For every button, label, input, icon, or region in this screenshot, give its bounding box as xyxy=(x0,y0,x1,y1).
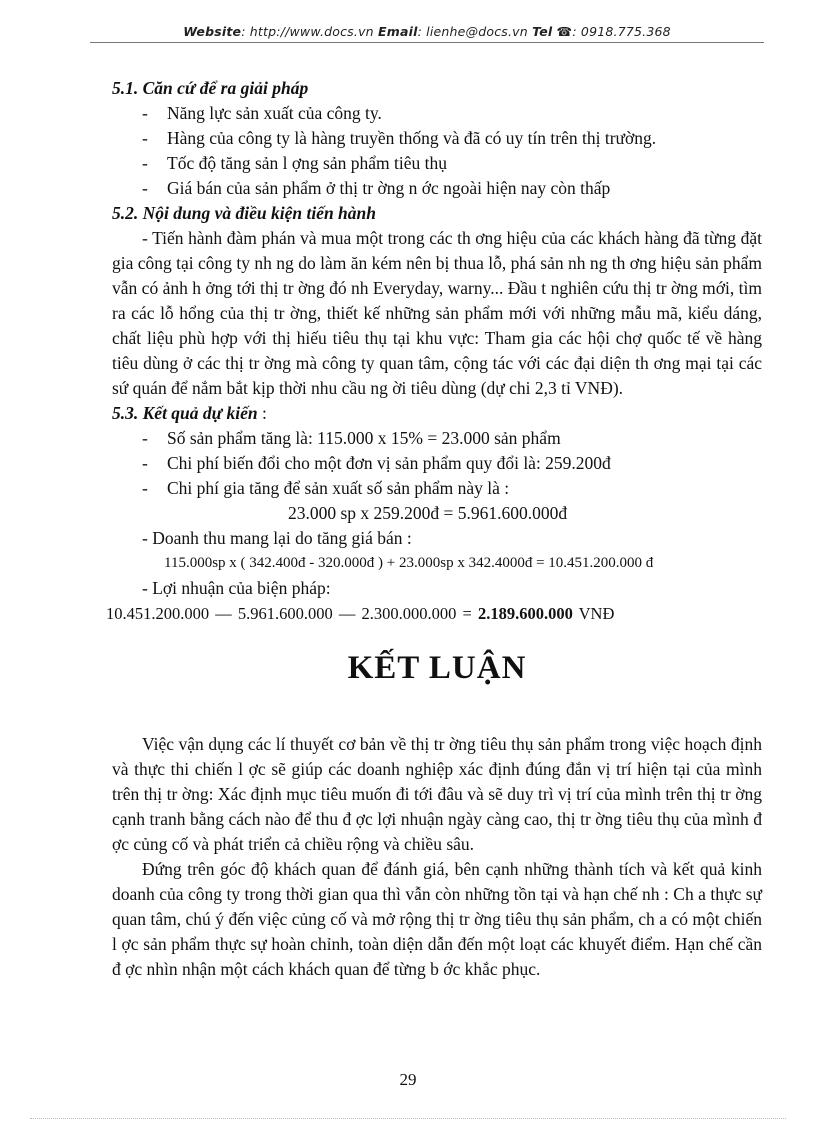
revenue-label: - Doanh thu mang lại do tăng giá bán : xyxy=(142,528,412,548)
section-5-1-heading: 5.1. Căn cứ để ra giải pháp xyxy=(112,78,309,98)
email-label: Email xyxy=(377,24,418,39)
page-number: 29 xyxy=(399,1070,417,1089)
email-value: : lienhe@docs.vn xyxy=(417,24,528,39)
section-5-2-paragraph: - Tiến hành đàm phán và mua một trong các th ơng hiệu của các khách hàng đã từng đặt gia công tại công ty nh ng do làm ăn kém nên bị thua lỗ, phá sản nh ng th ơng hiệu sản phẩm vẫn có ảnh h ởng tới thị tr ờng đó nh Everyday, warny... Đầu t nghiên cứu thị tr ờng mới, tìm ra các lỗ hổng của thị tr ờng, thiết kế những sản phẩm mới với những mẫu mã, kiểu dáng, chất liệu phù hợp với thị hiếu tiêu thụ tại khu vực: Tham gia các hội chợ quốc tế về hàng tiêu dùng ở các thị tr ờng mà công ty quan tâm, cộng tác với các đại diện th ơng mại tại các sứ quán để nắm bắt kịp thời nhu cầu ng ời tiêu dùng (dự chi 2,3 tỉ VNĐ). xyxy=(112,228,762,398)
profit-label: - Lợi nhuận của biện pháp: xyxy=(142,578,331,598)
revenue-equation: 115.000sp x ( 342.400đ - 320.000đ ) + 23.000sp x 342.4000đ = 10.451.200.000 đ xyxy=(164,555,654,571)
phone-icon: ☎ xyxy=(556,24,573,39)
list-item: - Năng lực sản xuất của công ty. xyxy=(142,103,382,123)
cost-equation: 23.000 sp x 259.200đ = 5.961.600.000đ xyxy=(288,503,568,523)
list-item: - Hàng của công ty là hàng truyền thống và đã có uy tín trên thị trường. xyxy=(142,128,657,148)
conclusion-body xyxy=(112,732,762,982)
list-item: - Tốc độ tăng sản l ợng sản phẩm tiêu thụ xyxy=(142,153,447,173)
main-content xyxy=(106,76,762,704)
conclusion-paragraph: Đứng trên góc độ khách quan để đánh giá, bên cạnh những thành tích và kết quả kinh doanh của công ty trong thời gian qua thì vẫn còn những tồn tại và hạn chế nh : Ch a thực sự quan tâm, chú ý đến việc củng cố và mở rộng thị tr ờng tiêu thụ sản phẩm, ch a có một chiến l ợc sản phẩm thực sự hoàn chỉnh, toàn diện dẫn đến một loạt các khuyết điểm. Hạn chế cần đ ợc nhìn nhận một cách khách quan để từng b ớc khắc phục. xyxy=(112,859,762,979)
list-item: - Chi phí biến đổi cho một đơn vị sản phẩm quy đổi là: 259.200đ xyxy=(142,453,611,473)
website-value: : http://www.docs.vn xyxy=(241,24,374,39)
conclusion-title: KẾT LUẬN xyxy=(347,650,527,686)
website-label: Website xyxy=(183,24,242,39)
list-item: - Giá bán của sản phẩm ở thị tr ờng n ớc ngoài hiện nay còn thấp xyxy=(142,178,611,198)
conclusion-paragraph: Việc vận dụng các lí thuyết cơ bản về thị tr ờng tiêu thụ sản phẩm trong việc hoạch định và thực thi chiến l ợc sẽ giúp các doanh nghiệp xác định đúng đắn vị trí hiện tại của mình trên thị tr ờng: Xác định mục tiêu muốn đi tới đâu và sẽ duy trì vị trí của mình trên thị tr ờng cạnh tranh bằng cách nào để thu đ ợc lợi nhuận ngày càng cao, thị tr ờng tiêu thụ của mình đ ợc củng cố và phát triển cả chiều rộng và chiều sâu. xyxy=(112,734,762,854)
section-5-3-heading: 5.3. Kết quả dự kiến xyxy=(112,403,258,423)
header-divider xyxy=(90,42,764,43)
list-item: - Chi phí gia tăng để sản xuất số sản phẩm này là : xyxy=(142,478,510,498)
list-item: - Số sản phẩm tăng là: 115.000 x 15% = 23.000 sản phẩm xyxy=(142,428,561,448)
section-5-2-heading: 5.2. Nội dung và điều kiện tiến hành xyxy=(112,203,377,223)
page-header xyxy=(90,24,764,39)
footer-divider xyxy=(30,1118,786,1119)
profit-equation: 10.451.200.000 — 5.961.600.000 — 2.300.000.000 = 2.189.600.000 VNĐ xyxy=(106,604,615,623)
profit-result: 2.189.600.000 xyxy=(477,604,573,623)
tel-label: Tel xyxy=(532,24,553,39)
section-5-3-heading-line: 5.3. Kết quả dự kiến : xyxy=(112,403,267,423)
tel-value: : 0918.775.368 xyxy=(572,24,671,39)
